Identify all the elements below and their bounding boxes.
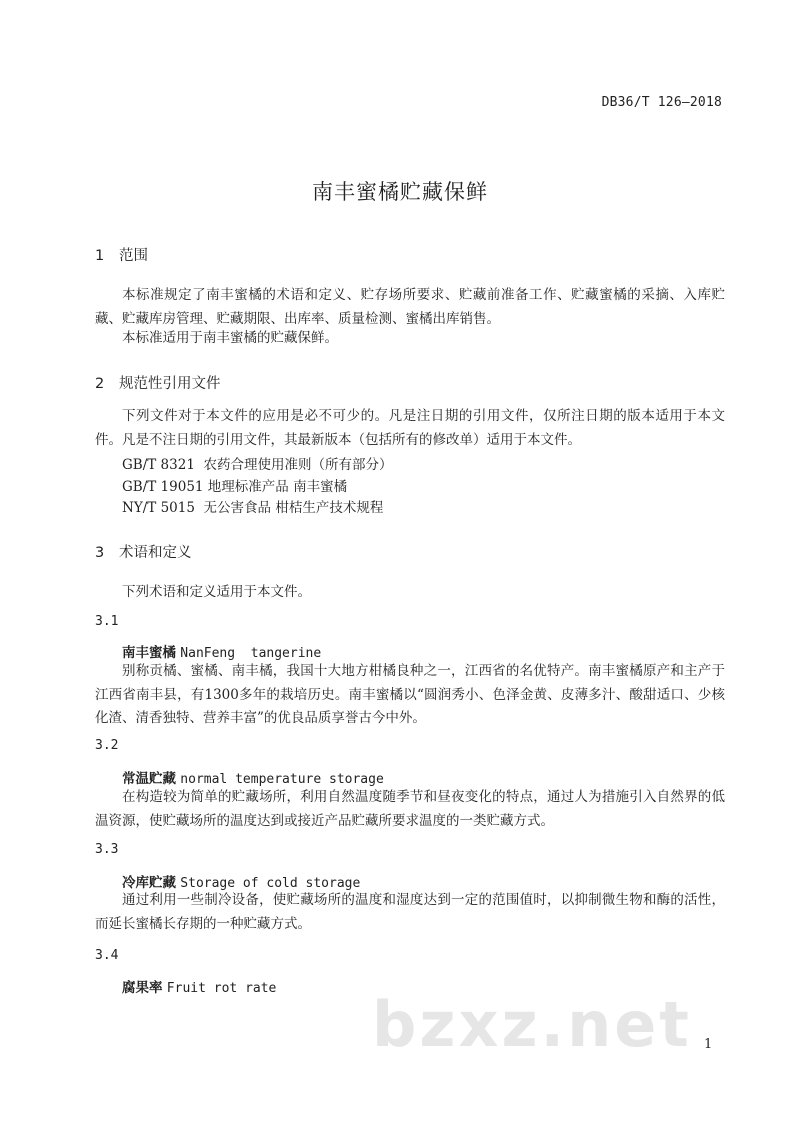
standard-code: DB36/T 126—2018	[601, 95, 722, 110]
reference-name: 地理标准产品 南丰蜜橘	[207, 479, 348, 495]
reference-item	[122, 496, 383, 516]
term-number: 3.1	[95, 614, 119, 629]
reference-code: GB/T 8321	[122, 457, 195, 473]
term-name-zh: 腐果率	[122, 980, 163, 996]
reference-item	[122, 453, 393, 473]
term-name-zh: 南丰蜜橘	[122, 645, 176, 661]
term-name-zh: 常温贮藏	[122, 771, 176, 787]
term-definition: 通过利用一些制冷设备，使贮藏场所的温度和湿度达到一定的范围值时，以抑制微生物和酶的活性，而延长蜜橘长存期的一种贮藏方式。	[95, 892, 725, 932]
scope-paragraph: 本标准规定了南丰蜜橘的术语和定义、贮存场所要求、贮藏前准备工作、贮藏蜜橘的采摘、入库贮藏、贮藏库房管理、贮藏期限、出库率、质量检测、蜜橘出库销售。	[95, 287, 725, 327]
page-number: 1	[704, 1037, 713, 1052]
terms-intro: 下列术语和定义适用于本文件。	[122, 584, 311, 600]
term-name-en: normal temperature storage	[180, 772, 384, 787]
document-title: 南丰蜜橘贮藏保鲜	[312, 180, 488, 204]
reference-name: 无公害食品 柑桔生产技术规程	[203, 500, 384, 516]
watermark: bzxz.net	[372, 988, 692, 1061]
term-definition: 别称贡橘、蜜橘、南丰橘，我国十大地方柑橘良种之一，江西省的名优特产。南丰蜜橘原产和主产于江西省南丰县，有1300多年的栽培历史。南丰蜜橘以“圆润秀小、色泽金黄、皮薄多汁、酸甜适口、少核化渣、清香独特、营养丰富”的优良品质享誉古今中外。	[95, 663, 725, 726]
section-number: 1	[95, 248, 105, 264]
term-title	[122, 767, 384, 787]
references-paragraph: 下列文件对于本文件的应用是必不可少的。凡是注日期的引用文件，仅所注日期的版本适用于本文件。凡是不注日期的引用文件，其最新版本（包括所有的修改单）适用于本文件。	[95, 408, 725, 448]
section-heading-scope	[95, 244, 148, 265]
section-heading-references	[95, 372, 221, 393]
term-name-en: Storage of cold storage	[180, 876, 361, 891]
reference-code: GB/T 19051	[122, 479, 204, 495]
term-definition: 在构造较为简单的贮藏场所，利用自然温度随季节和昼夜变化的特点，通过人为措施引入自然界的低温资源，使贮藏场所的温度达到或接近产品贮藏所要求温度的一类贮藏方式。	[95, 789, 725, 829]
section-title: 范围	[119, 248, 148, 264]
term-title	[122, 976, 276, 996]
term-name-en: NanFeng tangerine	[180, 646, 322, 661]
reference-name: 农药合理使用准则（所有部分）	[203, 457, 393, 473]
scope-applicability: 本标准适用于南丰蜜橘的贮藏保鲜。	[122, 330, 338, 346]
term-number: 3.4	[95, 948, 119, 963]
section-number: 3	[95, 545, 105, 561]
reference-code: NY/T 5015	[122, 500, 195, 516]
term-title	[122, 641, 321, 661]
section-heading-terms	[95, 541, 192, 562]
reference-item	[122, 475, 347, 495]
section-number: 2	[95, 376, 105, 392]
term-name-zh: 冷库贮藏	[122, 875, 176, 891]
section-title: 规范性引用文件	[119, 376, 221, 392]
term-title	[122, 871, 360, 891]
term-number: 3.2	[95, 738, 119, 753]
term-name-en: Fruit rot rate	[166, 981, 277, 996]
term-number: 3.3	[95, 842, 119, 857]
section-title: 术语和定义	[119, 545, 192, 561]
